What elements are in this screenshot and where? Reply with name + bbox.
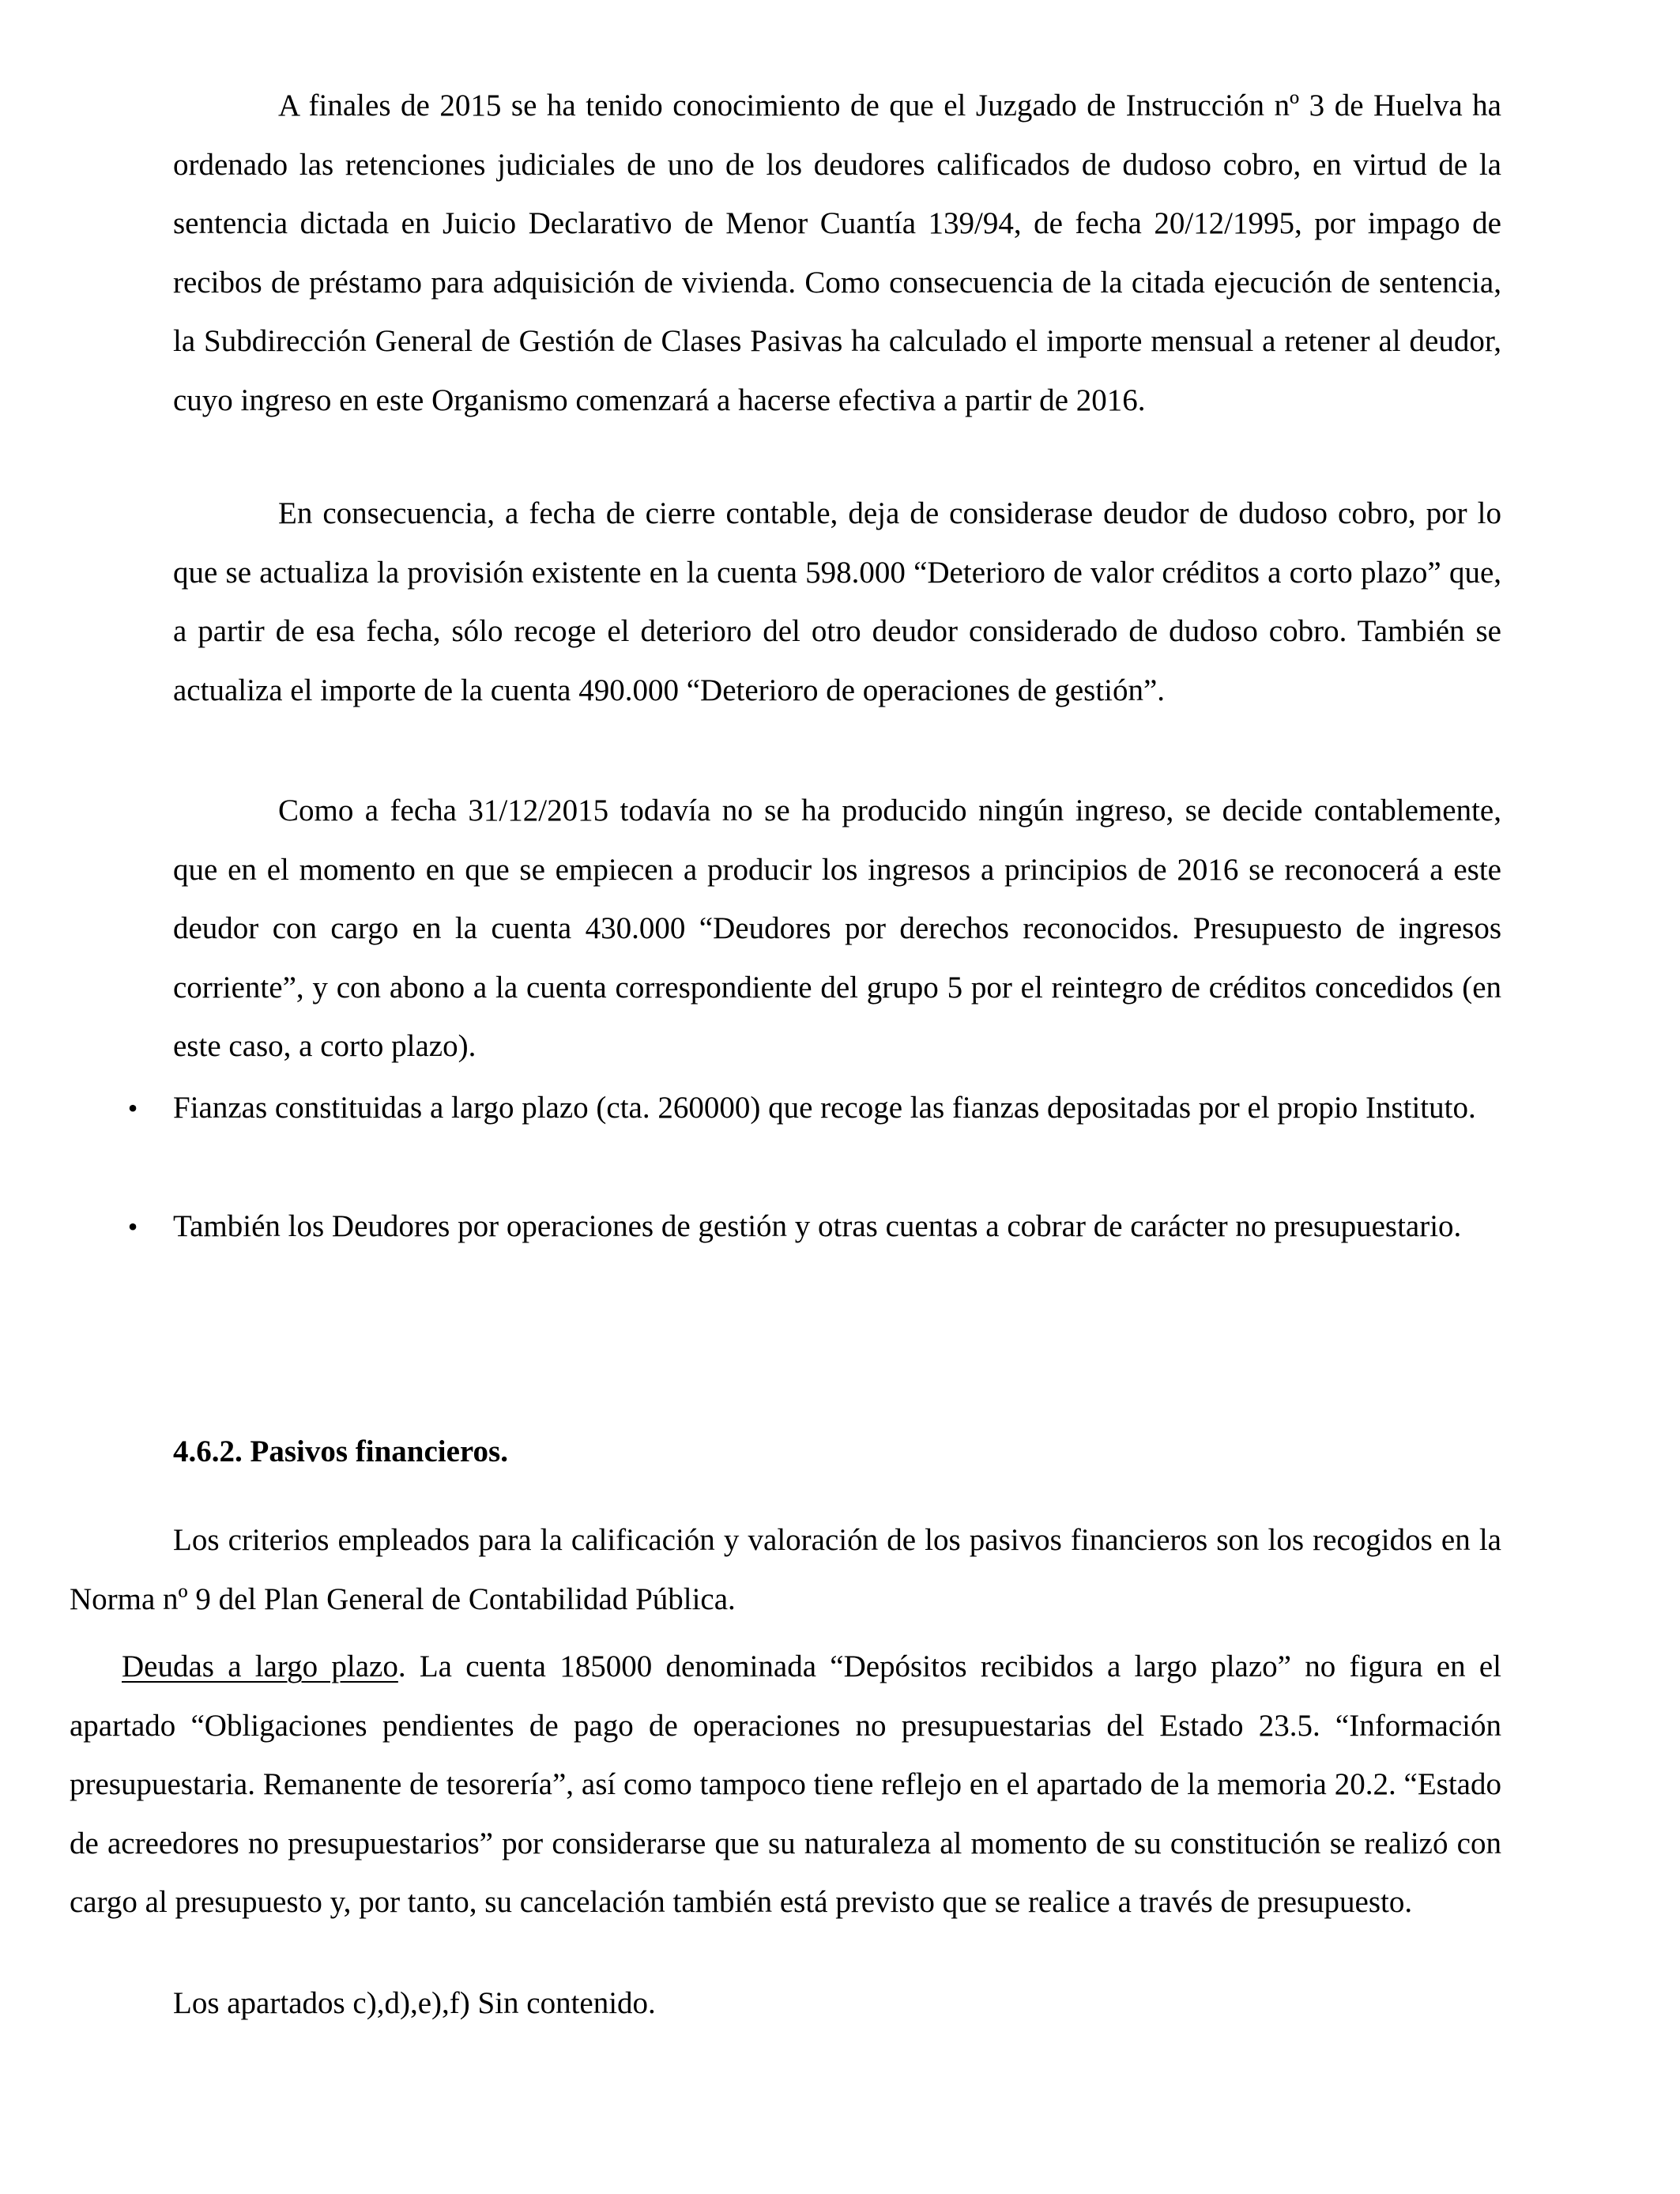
bullet-icon: • — [127, 1211, 138, 1242]
bullet-text-deudores: También los Deudores por operaciones de gestión y otras cuentas a cobrar de carácter no presupuestario. — [173, 1209, 1462, 1243]
list-item — [127, 1197, 1501, 1257]
paragraph-criterios: Los criterios empleados para la calificación y valoración de los pasivos financieros son los recogidos en la Norma nº 9 del Plan General de Contabilidad Pública. — [70, 1523, 1501, 1616]
paragraph-provision-deterioro: En consecuencia, a fecha de cierre contable, deja de considerase deudor de dudoso cobro, por lo que se actualiza la provisión existente en la cuenta 598.000 “Deterioro de valor créditos a corto plazo” que, a partir de esa fecha, sólo recoge el deterioro del otro deudor considerado de dudoso cobro. También se actualiza el importe de la cuenta 490.000 “Deterioro de operaciones de gestión”. — [173, 496, 1501, 707]
bullet-text-fianzas: Fianzas constituidas a largo plazo (cta. 260000) que recoge las fianzas depositadas por el propio Instituto. — [173, 1091, 1476, 1125]
section-heading: 4.6.2. Pasivos financieros. — [173, 1434, 508, 1468]
list-item — [127, 1079, 1501, 1138]
paragraph-reconocimiento-deudor: Como a fecha 31/12/2015 todavía no se ha producido ningún ingreso, se decide contablemente, que en el momento en que se empiecen a producir los ingresos a principios de 2016 se reconocerá a este deudor con cargo en la cuenta 430.000 “Deudores por derechos reconocidos. Presupuesto de ingresos corriente”, y con abono a la cuenta correspondiente del grupo 5 por el reintegro de créditos concedidos (en este caso, a corto plazo). — [173, 794, 1501, 1063]
bullet-icon: • — [127, 1092, 138, 1124]
paragraph-retenciones-judiciales: A finales de 2015 se ha tenido conocimiento de que el Juzgado de Instrucción nº 3 de Huelva ha ordenado las retenciones judiciales de uno de los deudores calificados de dudoso cobro, en virtud de la sentencia dictada en Juicio Declarativo de Menor Cuantía 139/94, de fecha 20/12/1995, por impago de recibos de préstamo para adquisición de vivienda. Como consecuencia de la citada ejecución de sentencia, la Subdirección General de Gestión de Clases Pasivas ha calculado el importe mensual a retener al deudor, cuyo ingreso en este Organismo comenzará a hacerse efectiva a partir de 2016. — [173, 89, 1501, 417]
paragraph-deudas-largo-plazo — [70, 1638, 1501, 1932]
deudas-largo-plazo-label: Deudas a largo plazo — [122, 1649, 398, 1683]
paragraph-apartados-sin-contenido: Los apartados c),d),e),f) Sin contenido. — [173, 1986, 656, 2020]
deudas-largo-plazo-text: . La cuenta 185000 denominada “Depósitos recibidos a largo plazo” no figura en el apartado “Obligaciones pendientes de pago de operaciones no presupuestarias del Estado 23.5. “Información presupuestaria. Remanente de tesorería”, así como tampoco tiene reflejo en el apartado de la memoria 20.2. “Estado de acreedores no presupuestarios” por considerarse que su naturaleza al momento de su constitución se realizó con cargo al presupuesto y, por tanto, su cancelación también está previsto que se realice a través de presupuesto. — [70, 1649, 1501, 1919]
